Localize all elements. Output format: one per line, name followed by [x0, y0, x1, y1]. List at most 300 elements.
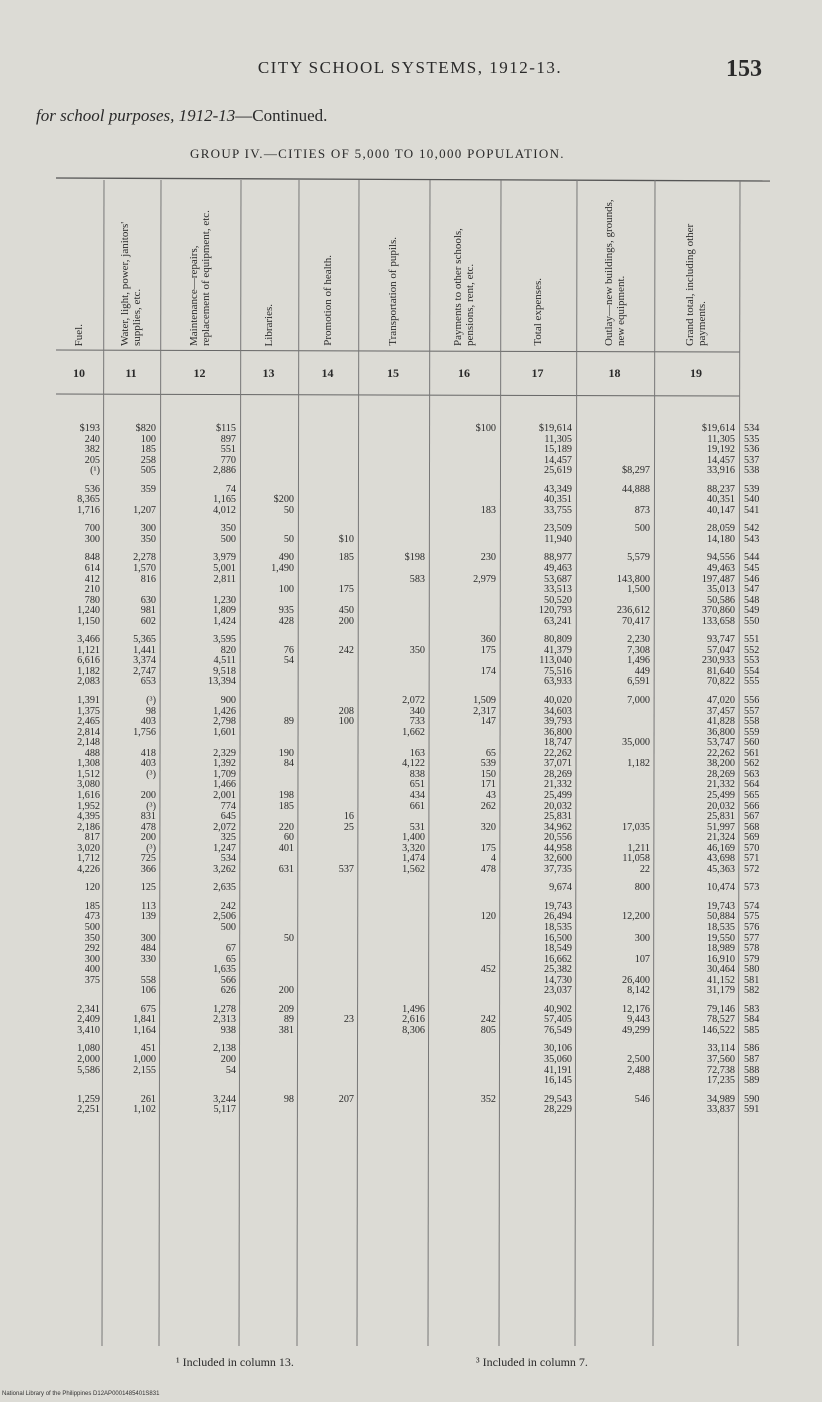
row-id: 580	[744, 964, 760, 976]
row-id: 586	[744, 1043, 760, 1055]
table-cell	[243, 1105, 294, 1116]
table-cell: 100	[338, 716, 354, 728]
table-cell: 1,601	[213, 726, 236, 738]
table-cell	[432, 585, 496, 596]
table-cell: 74	[225, 483, 236, 495]
table-cell: 16,662	[543, 953, 572, 965]
row-id: 561	[744, 747, 760, 759]
table-cell: 403	[140, 758, 156, 770]
group-gap	[163, 1116, 236, 1124]
table-cell: 645	[220, 811, 236, 823]
table-cell: 205	[84, 454, 100, 466]
table-cell	[361, 456, 425, 467]
row-id: 584	[744, 1014, 760, 1026]
data-column	[58, 424, 100, 1124]
table-cell: $193	[79, 423, 100, 434]
table-cell: 400	[84, 964, 100, 976]
row-id: 554	[744, 665, 760, 677]
column-number: 18	[608, 366, 621, 380]
row-id: 575	[744, 911, 760, 923]
table-cell: 1,207	[133, 504, 156, 516]
table-cell: 1,616	[77, 789, 100, 801]
group-gap	[503, 1116, 572, 1124]
table-cell: 39,793	[543, 716, 572, 728]
table-cell: 1,709	[213, 768, 236, 780]
table-cell	[432, 883, 496, 894]
table-cell	[579, 770, 650, 781]
table-cell: 113	[141, 900, 156, 912]
table-cell: 2,313	[213, 1014, 236, 1026]
table-cell: 2,083	[77, 676, 100, 688]
table-cell: 89	[283, 1014, 294, 1026]
table-cell: 2,138	[213, 1043, 236, 1055]
table-cell: 3,374	[133, 655, 156, 667]
table-cell: 175	[480, 842, 496, 854]
table-cell: 34,603	[543, 705, 572, 717]
table-cell	[361, 955, 425, 966]
row-id: 566	[744, 800, 760, 812]
table-cell	[243, 667, 294, 678]
table-cell	[243, 1044, 294, 1055]
table-cell: 63,933	[543, 676, 572, 688]
table-cell: 16,145	[543, 1075, 572, 1087]
table-cell	[301, 1105, 354, 1116]
table-cell: 33,114	[707, 1043, 735, 1055]
table-cell: 200	[220, 1053, 236, 1065]
table-cell	[361, 667, 425, 678]
table-cell	[301, 696, 354, 707]
table-cell: 1,102	[133, 1104, 156, 1116]
group-gap	[432, 894, 496, 902]
table-cell: 3,595	[213, 634, 236, 646]
table-cell	[243, 923, 294, 934]
row-id: 571	[744, 853, 760, 865]
table-cell: 2,317	[473, 705, 496, 717]
table-cell	[361, 485, 425, 496]
table-cell	[361, 677, 425, 688]
table-cell: 300	[634, 932, 650, 944]
row-id: 577	[744, 932, 760, 944]
table-cell: 300	[140, 932, 156, 944]
table-cell: 35,060	[543, 1053, 572, 1065]
table-cell: 1,756	[133, 726, 156, 738]
table-cell: 1,000	[133, 1053, 156, 1065]
table-cell: 174	[480, 665, 496, 677]
column-number: 11	[125, 366, 137, 380]
table-cell: 1,165	[213, 494, 236, 506]
table-cell: 43,698	[706, 853, 735, 865]
table-cell	[163, 1076, 236, 1087]
column-header	[106, 186, 156, 346]
table-cell: (³)	[146, 695, 156, 707]
table-cell: 50,586	[706, 594, 735, 606]
row-id: 543	[744, 533, 760, 545]
table-cell	[361, 883, 425, 894]
table-cell: 34,989	[706, 1093, 735, 1105]
table-cell: 35,000	[621, 737, 650, 749]
table-cell: 76,549	[543, 1024, 572, 1036]
row-id: 590	[744, 1093, 760, 1105]
table-cell: 1,424	[213, 615, 236, 627]
table-cell	[361, 596, 425, 607]
table-cell: 8,365	[77, 494, 100, 506]
table-cell	[301, 466, 354, 477]
table-cell	[243, 912, 294, 923]
table-cell	[243, 677, 294, 688]
table-cell: 12,200	[621, 911, 650, 923]
table-cell: (³)	[146, 800, 156, 812]
column-header-label: Outlay—new buildings, grounds, new equipment.	[602, 199, 627, 346]
table-cell	[301, 1044, 354, 1055]
column-number: 13	[262, 366, 275, 380]
table-cell: 22,262	[706, 747, 735, 759]
table-cell: 30,464	[706, 964, 735, 976]
table-cell: 230	[480, 552, 496, 564]
table-cell	[243, 955, 294, 966]
table-cell	[243, 1076, 294, 1087]
row-id: 570	[744, 842, 760, 854]
table-cell: 8,142	[627, 985, 650, 997]
table-cell: 848	[84, 552, 100, 564]
row-id: 551	[744, 634, 760, 646]
table-cell: 147	[480, 716, 496, 728]
table-cell: 325	[220, 832, 236, 844]
table-cell: 500	[84, 921, 100, 933]
table-cell: 4,012	[213, 504, 236, 516]
row-id: 567	[744, 811, 760, 823]
table-cell: 258	[140, 454, 156, 466]
row-id: 568	[744, 821, 760, 833]
table-cell: 19,192	[706, 444, 735, 456]
table-cell: 57,047	[706, 644, 735, 656]
table-cell: 94,556	[706, 552, 735, 564]
group-title: GROUP IV.—CITIES OF 5,000 TO 10,000 POPULATION.	[190, 146, 565, 161]
table-cell: 11,058	[622, 853, 650, 865]
column-header	[432, 186, 496, 346]
table-cell: 185	[278, 800, 294, 812]
table-cell: 838	[409, 768, 425, 780]
column-number: 10	[73, 366, 85, 380]
row-id: 557	[744, 705, 760, 717]
table-cell: 2,341	[77, 1003, 100, 1015]
table-cell: 505	[140, 465, 156, 477]
table-cell: 49,299	[621, 1024, 650, 1036]
table-cell: 75,516	[543, 665, 572, 677]
table-cell	[361, 965, 425, 976]
table-cell: 18,535	[543, 921, 572, 933]
table-cell	[301, 965, 354, 976]
table-cell: 602	[140, 615, 156, 627]
column-header-label: Total expenses.	[531, 278, 544, 346]
table-cell: $19,614	[538, 423, 572, 434]
table-cell: 500	[634, 523, 650, 535]
table-cell: 2,072	[402, 695, 425, 707]
table-cell: 14,457	[543, 454, 572, 466]
table-cell: 240	[84, 433, 100, 445]
table-cell: 2,747	[133, 665, 156, 677]
table-cell: 40,351	[543, 494, 572, 506]
table-cell: 2,811	[213, 573, 236, 585]
column-header-label: Transportation of pupils.	[387, 237, 399, 346]
group-gap	[301, 1036, 354, 1044]
row-id: 535	[744, 433, 760, 445]
column-number: 14	[321, 366, 334, 380]
table-cell: 17,235	[706, 1075, 735, 1087]
table-cell: 35,013	[706, 584, 735, 596]
table-cell: 22,262	[543, 747, 572, 759]
table-cell	[579, 564, 650, 575]
group-gap	[361, 477, 425, 485]
table-cell: 546	[634, 1093, 650, 1105]
table-cell: 15,189	[543, 444, 572, 456]
table-cell	[432, 435, 496, 446]
table-cell: 18,535	[706, 921, 735, 933]
table-cell: 84	[283, 758, 294, 770]
table-cell: 428	[278, 615, 294, 627]
table-cell	[361, 585, 425, 596]
row-id: 546	[744, 573, 760, 585]
row-id: 588	[744, 1064, 760, 1076]
row-id: 582	[744, 985, 760, 997]
table-cell: 120	[480, 911, 496, 923]
table-cell: 4	[490, 853, 496, 865]
table-cell: 43	[485, 789, 496, 801]
group-gap	[243, 627, 294, 635]
row-id: 549	[744, 605, 760, 617]
table-cell: 139	[140, 911, 156, 923]
table-cell: 25,831	[706, 811, 735, 823]
table-cell	[361, 424, 425, 435]
table-cell	[579, 424, 650, 435]
table-cell: 5,586	[77, 1064, 100, 1076]
table-cell: 41,379	[543, 644, 572, 656]
table-cell: (¹)	[90, 465, 100, 477]
row-id: 538	[744, 465, 760, 477]
group-gap	[301, 875, 354, 883]
table-cell: 631	[278, 863, 294, 875]
table-cell: 261	[140, 1093, 156, 1105]
table-cell: 330	[140, 953, 156, 965]
table-cell: 40,147	[706, 504, 735, 516]
table-cell: 197,487	[701, 573, 735, 585]
table-cell: 1,240	[77, 605, 100, 617]
column-header	[163, 186, 236, 346]
row-id: 555	[744, 676, 760, 688]
table-cell: 242	[480, 1014, 496, 1026]
table-cell	[432, 524, 496, 535]
table-cell: 26,494	[543, 911, 572, 923]
group-gap	[432, 516, 496, 524]
row-id: 578	[744, 943, 760, 955]
group-gap	[579, 1036, 650, 1044]
table-cell: 25	[343, 821, 354, 833]
table-cell: 80,809	[543, 634, 572, 646]
table-cell: 190	[278, 747, 294, 759]
table-cell: 53,747	[706, 737, 735, 749]
table-cell: 3,979	[213, 552, 236, 564]
table-cell: 536	[84, 483, 100, 495]
table-cell: 981	[140, 605, 156, 617]
table-cell: 651	[409, 779, 425, 791]
table-cell	[432, 485, 496, 496]
row-id: 545	[744, 563, 760, 575]
table-cell: 207	[338, 1093, 354, 1105]
table-cell: 10,474	[706, 882, 735, 894]
table-cell: 21,324	[706, 832, 735, 844]
table-cell	[301, 934, 354, 945]
table-cell	[432, 812, 496, 823]
table-cell: 300	[140, 523, 156, 535]
data-column	[503, 424, 572, 1124]
table-cell: 1,474	[402, 853, 425, 865]
table-cell	[301, 780, 354, 791]
table-cell: 183	[480, 504, 496, 516]
table-cell	[361, 1055, 425, 1066]
table-cell: 11,305	[544, 433, 572, 445]
table-cell: 18,989	[706, 943, 735, 955]
table-cell: 537	[338, 863, 354, 875]
table-cell: 21,332	[543, 779, 572, 791]
table-cell: 45,363	[706, 863, 735, 875]
table-cell: 70,822	[706, 676, 735, 688]
table-cell	[301, 728, 354, 739]
table-cell	[58, 1076, 100, 1087]
column-header	[503, 186, 572, 346]
table-cell	[301, 902, 354, 913]
table-cell: 370,860	[701, 605, 735, 617]
table-cell	[301, 656, 354, 667]
table-cell: 63,241	[543, 615, 572, 627]
table-cell	[301, 495, 354, 506]
table-cell: 41,828	[706, 716, 735, 728]
table-cell: 198	[278, 789, 294, 801]
table-cell: 9,443	[627, 1014, 650, 1026]
table-cell	[243, 1066, 294, 1077]
data-column	[243, 424, 294, 1124]
row-id: 534	[744, 423, 760, 434]
table-cell: 434	[409, 789, 425, 801]
column-header-label: Water, light, power, janitors' supplies, etc.	[119, 221, 143, 346]
table-cell	[243, 728, 294, 739]
table-cell: 2,506	[213, 911, 236, 923]
table-cell: 3,262	[213, 863, 236, 875]
table-cell: 1,247	[213, 842, 236, 854]
row-id: 564	[744, 779, 760, 791]
table-cell: 106	[140, 985, 156, 997]
table-cell: 770	[220, 454, 236, 466]
table-cell	[301, 435, 354, 446]
table-cell: 382	[84, 444, 100, 456]
table-cell	[243, 424, 294, 435]
table-cell: 2,072	[213, 821, 236, 833]
table-cell: 33,755	[543, 504, 572, 516]
table-cell: 3,466	[77, 634, 100, 646]
table-cell	[361, 435, 425, 446]
table-cell: 19,743	[543, 900, 572, 912]
table-cell	[301, 1076, 354, 1087]
table-cell: 3,020	[77, 842, 100, 854]
table-cell	[432, 1044, 496, 1055]
group-gap	[301, 997, 354, 1005]
table-cell: 478	[480, 863, 496, 875]
data-column	[301, 424, 354, 1124]
table-cell: 72,738	[706, 1064, 735, 1076]
table-cell	[361, 976, 425, 987]
table-cell: 1,952	[77, 800, 100, 812]
table-cell: 50	[283, 932, 294, 944]
table-cell: 539	[480, 758, 496, 770]
table-cell: 1,441	[133, 644, 156, 656]
table-cell	[361, 617, 425, 628]
table-cell: 33,513	[543, 584, 572, 596]
table-cell	[361, 564, 425, 575]
table-cell: 44,888	[621, 483, 650, 495]
table-cell	[361, 1105, 425, 1116]
table-cell: 32,600	[543, 853, 572, 865]
table-cell: 242	[220, 900, 236, 912]
table-cell	[361, 445, 425, 456]
row-id: 573	[744, 882, 760, 894]
table-cell: $198	[404, 552, 425, 564]
table-cell	[243, 456, 294, 467]
table-cell	[106, 1076, 156, 1087]
table-cell: 50	[283, 504, 294, 516]
table-cell: 1,164	[133, 1024, 156, 1036]
group-gap	[432, 875, 496, 883]
table-cell: 3,410	[77, 1024, 100, 1036]
table-cell: 133,658	[701, 615, 735, 627]
table-cell: 47,020	[706, 695, 735, 707]
table-cell	[243, 883, 294, 894]
table-cell	[579, 707, 650, 718]
table-cell: 25,499	[706, 789, 735, 801]
table-cell: 9,674	[549, 882, 572, 894]
table-cell	[579, 812, 650, 823]
table-cell: 300	[84, 953, 100, 965]
table-cell: 13,394	[207, 676, 236, 688]
table-cell: 16	[343, 811, 354, 823]
row-id: 548	[744, 594, 760, 606]
table-cell	[243, 902, 294, 913]
table-cell: 220	[278, 821, 294, 833]
table-cell: 1,509	[473, 695, 496, 707]
table-cell	[579, 802, 650, 813]
table-cell	[432, 564, 496, 575]
table-cell: 125	[140, 882, 156, 894]
group-gap	[361, 516, 425, 524]
table-cell: 2,230	[627, 634, 650, 646]
page-number: 153	[726, 56, 762, 82]
footnote-left: ¹ Included in column 13.	[176, 1355, 294, 1369]
table-cell: 54	[225, 1064, 236, 1076]
row-id: 569	[744, 832, 760, 844]
table-cell: 653	[140, 676, 156, 688]
running-head: CITY SCHOOL SYSTEMS, 1912-13.	[257, 58, 563, 77]
table-cell: 490	[278, 552, 294, 564]
table-cell: 614	[84, 563, 100, 575]
column-number: 17	[531, 366, 544, 380]
table-cell	[301, 759, 354, 770]
data-column	[106, 424, 156, 1124]
row-id: 576	[744, 921, 760, 933]
table-cell: 36,800	[706, 726, 735, 738]
table-cell	[432, 606, 496, 617]
table-cell: 41,152	[706, 974, 735, 986]
table-cell: 40,020	[543, 695, 572, 707]
table-cell: 359	[140, 483, 156, 495]
row-id: 563	[744, 768, 760, 780]
table-cell: 450	[338, 605, 354, 617]
